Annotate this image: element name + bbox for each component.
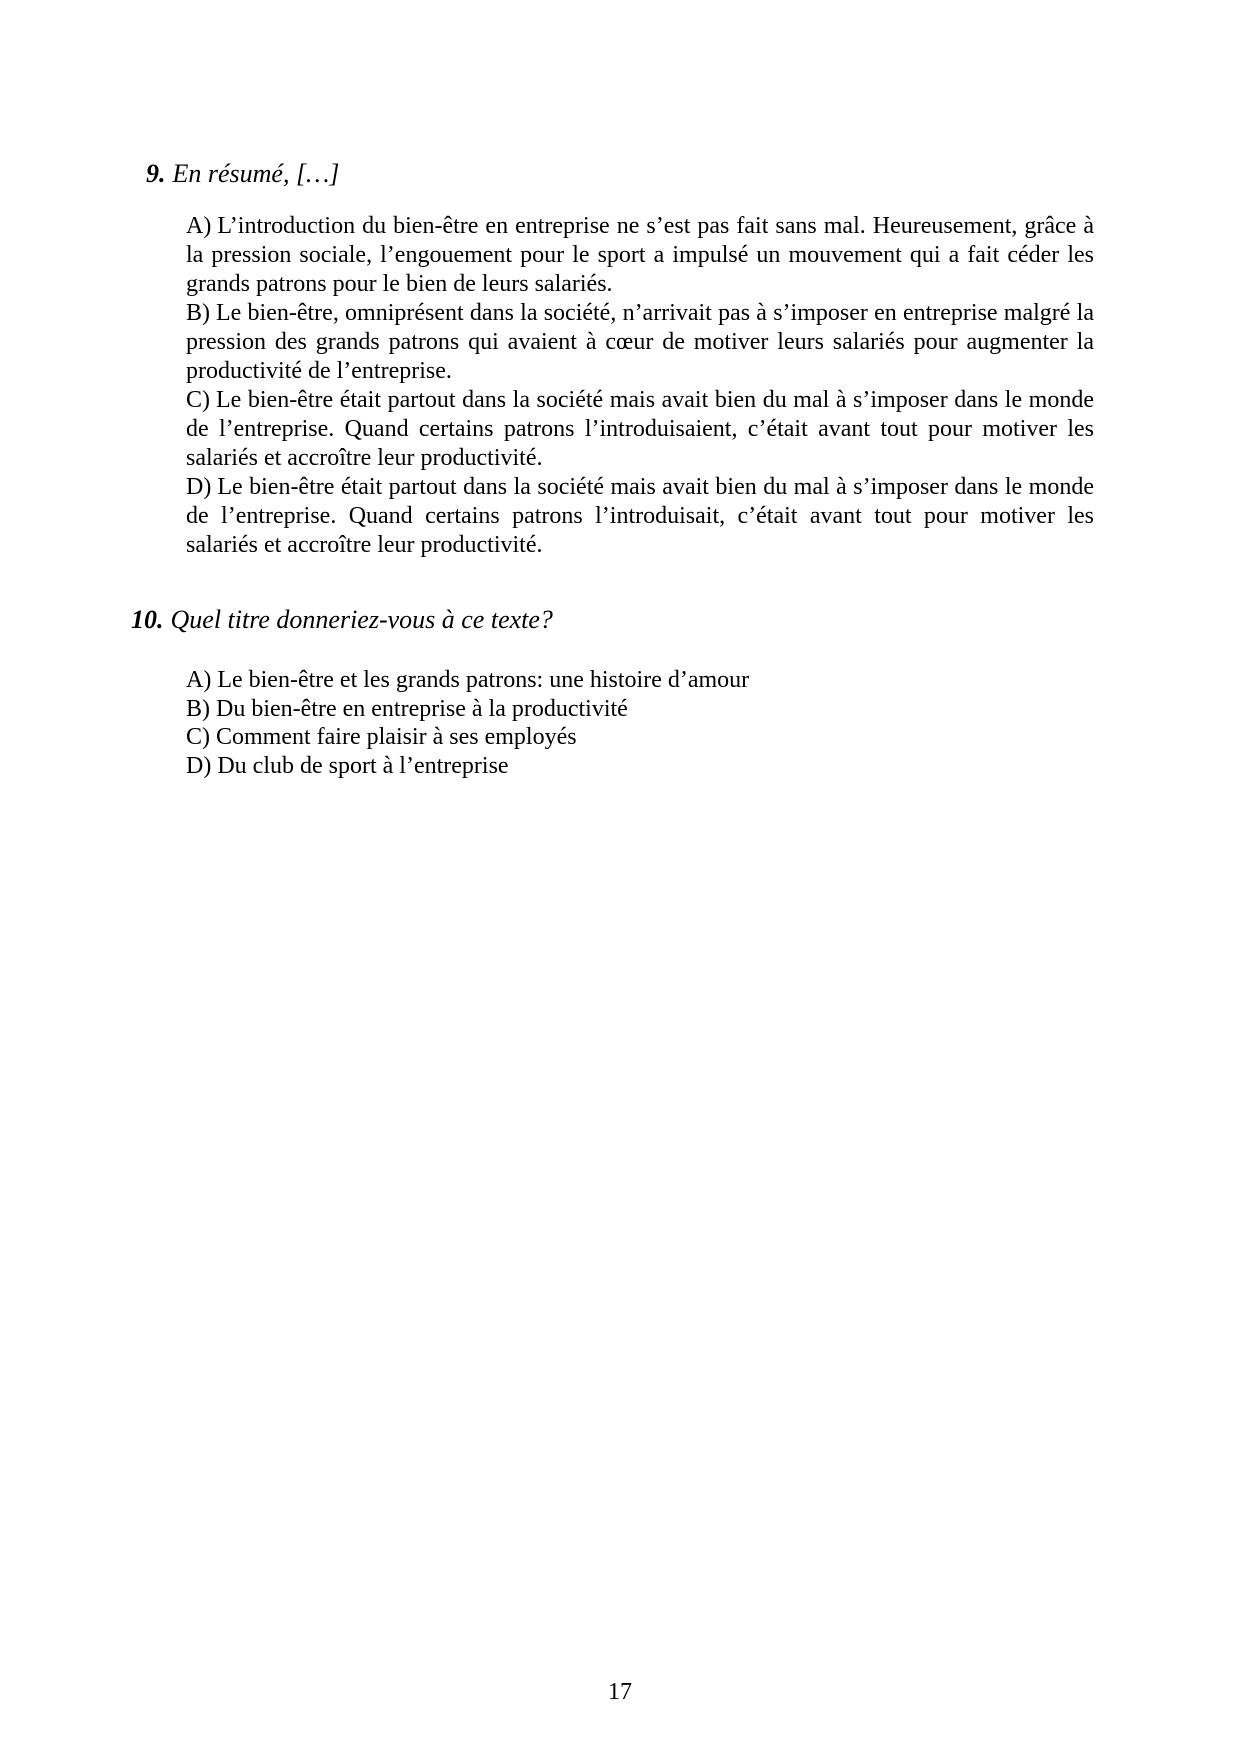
option-10-a [186, 666, 749, 695]
question-10-options [186, 666, 749, 780]
option-10-c [186, 723, 749, 752]
option-10-d-text: Du club de sport à l’entreprise [217, 752, 509, 779]
option-10-b [186, 695, 749, 724]
question-10-number: 10. [131, 605, 164, 634]
option-9-d [186, 473, 1094, 560]
question-9-number: 9. [146, 159, 166, 188]
option-9-b-text: Le bien-être, omniprésent dans la société, n’arrivait pas à s’imposer en entreprise malgré la pression des grands patrons qui avaient à cœur de motiver leurs salariés pour augmenter la productivité de l’entreprise. [186, 300, 1094, 384]
page-number: 17 [608, 1679, 632, 1705]
option-9-b-label: B) [186, 300, 210, 326]
option-9-a [186, 212, 1094, 299]
option-10-d [186, 752, 749, 781]
option-9-c [186, 386, 1094, 473]
option-10-c-label: C) [186, 724, 210, 750]
option-10-b-label: B) [186, 695, 210, 722]
option-10-d-label: D) [186, 752, 212, 779]
question-10-heading [131, 604, 553, 636]
option-9-a-text: L’introduction du bien-être en entreprise ne s’est pas fait sans mal. Heureusement, grâce à la pression sociale, l’engouement pour le sport a impulsé un mouvement qui a fait céder les grands patrons pour le bien de leurs salariés. [186, 213, 1094, 297]
option-9-a-label: A) [186, 213, 212, 239]
option-10-a-label: A) [186, 667, 212, 693]
option-10-c-text: Comment faire plaisir à ses employés [216, 724, 577, 750]
option-9-d-text: Le bien-être était partout dans la société mais avait bien du mal à s’imposer dans le monde de l’entreprise. Quand certains patrons l’introduisait, c’était avant tout pour motiver les salariés et accroître leur productivité. [186, 474, 1094, 558]
question-10-prompt: Quel titre donneriez-vous à ce texte? [170, 605, 553, 634]
option-9-d-label: D) [186, 474, 212, 500]
question-9-heading [146, 158, 339, 190]
option-10-b-text: Du bien-être en entreprise à la productivité [216, 695, 628, 722]
question-9-prompt: En résumé, […] [172, 159, 340, 188]
option-9-c-label: C) [186, 387, 210, 413]
option-9-c-text: Le bien-être était partout dans la société mais avait bien du mal à s’imposer dans le monde de l’entreprise. Quand certains patrons l’introduisaient, c’était avant tout pour motiver les salariés et accroître leur productivité. [186, 387, 1094, 471]
option-9-b [186, 299, 1094, 386]
option-10-a-text: Le bien-être et les grands patrons: une histoire d’amour [217, 667, 750, 693]
question-9-options [186, 212, 1094, 560]
